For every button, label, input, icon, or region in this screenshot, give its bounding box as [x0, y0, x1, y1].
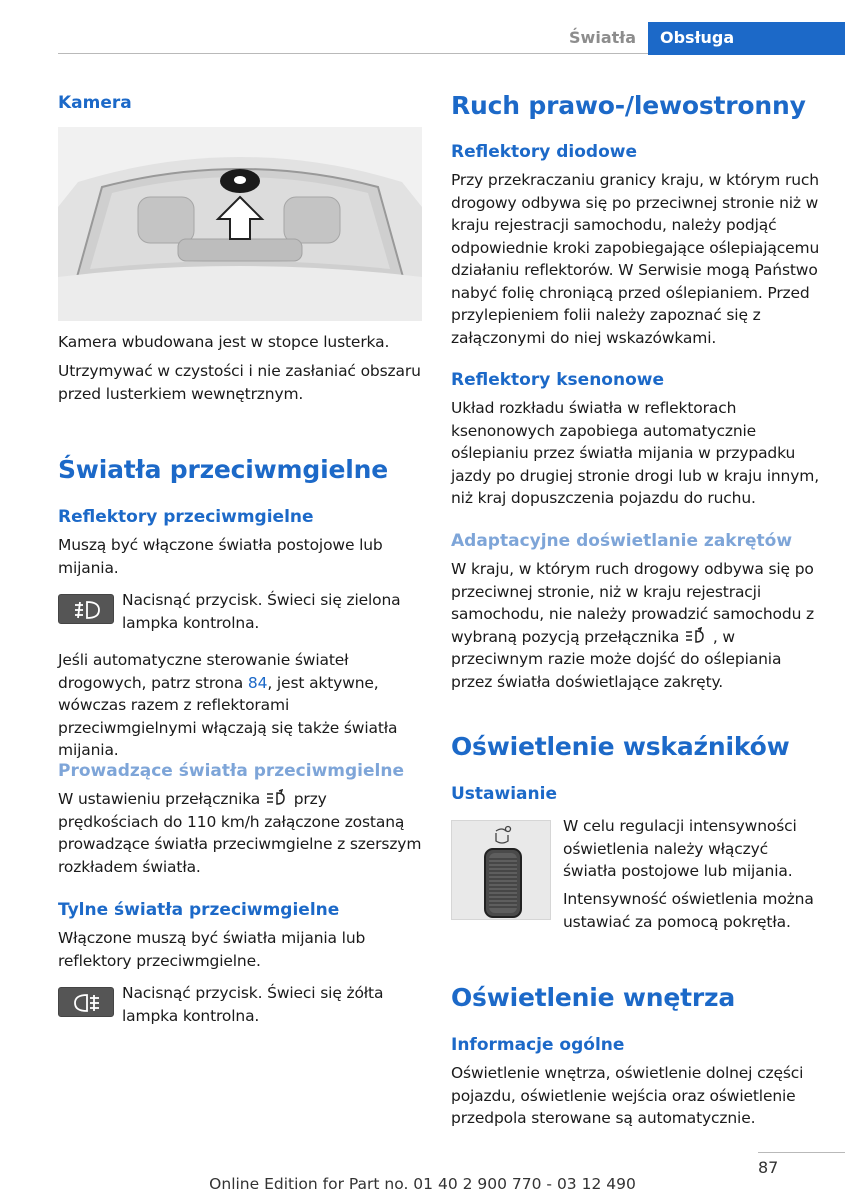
- headlight-switch-icon: [265, 789, 289, 807]
- leading-fog-paragraph: [58, 788, 422, 878]
- fog-lights-heading: Światła przeciwmgielne: [58, 455, 388, 484]
- leading-fog-text-a: W ustawieniu przełącznika: [58, 790, 265, 808]
- adaptive-cornering-paragraph: [451, 558, 821, 693]
- header-chapter-tab: Obsługa: [648, 22, 845, 55]
- interior-lighting-heading: Oświetlenie wnętrza: [451, 983, 736, 1012]
- led-headlights-paragraph: Przy przekraczaniu granicy kraju, w którym ruch drogowy odbywa się po przeciwnej stronie niż w kraju rejestracji samochodu, należy podjąć odpowiednie kroki zapobiegające oślepiającemu działaniu reflektorów. W Serwisie mogą Państwo nabyć folię chroniącą przed oślepianiem. Przed przylepieniem folii należy zapoznać się z załączonymi do niej wskazówkami.: [451, 171, 820, 347]
- led-headlights-subheading: Reflektory diodowe: [451, 142, 638, 162]
- front-fog-paragraph: Muszą być włączone światła postojowe lub mijania.: [58, 536, 383, 577]
- leading-fog-text-b: przy prędkościach do 110 km/h załączone zostaną prowadzące światła przeciwmgielne z szerszym rozkładem światła.: [58, 790, 422, 876]
- xenon-headlights-paragraph: Układ rozkładu światła w reflektorach ksenonowych zapobiega automatycznie oślepianiu przez światła mijania w przypadku jazdy po drugiej stronie drogi lub w kraju innym, niż kraj dopuszczenia pojazdu do ruchu.: [451, 399, 819, 507]
- rear-fog-subheading: Tylne światła przeciwmgielne: [58, 900, 340, 920]
- front-fog-p2-text-a: Jeśli automatyczne sterowanie świateł drogowych, patrz strona: [58, 651, 349, 692]
- page-number: 87: [758, 1158, 779, 1177]
- instrument-lighting-subheading: Ustawianie: [451, 784, 557, 804]
- dimmer-wheel-picture: [451, 820, 551, 920]
- xenon-headlights-subheading: Reflektory ksenonowe: [451, 370, 664, 390]
- front-fog-paragraph-2: [58, 649, 422, 762]
- camera-heading: Kamera: [58, 93, 132, 113]
- instrument-lighting-paragraph-1: W celu regulacji intensywności oświetlenia należy włączyć światła postojowe lub mijania.: [563, 817, 797, 880]
- camera-paragraph-1: Kamera wbudowana jest w stopce lusterka.: [58, 333, 390, 351]
- footer-edition-text: Online Edition for Part no. 01 40 2 900 770 - 03 12 490: [209, 1175, 636, 1193]
- dimmer-wheel-icon: [452, 821, 552, 921]
- page-link-84[interactable]: 84: [247, 673, 268, 692]
- camera-illustration: [58, 127, 422, 321]
- headlight-switch-icon: [684, 627, 708, 645]
- page-number-rule: [758, 1152, 845, 1153]
- front-fog-p2-text-b: , jest aktywne, wówczas razem z reflektorami przeciwmgielnymi włączają się także światła mijania.: [58, 673, 398, 759]
- traffic-side-heading: Ruch prawo-/lewostronny: [451, 91, 806, 120]
- rear-fog-light-icon: [59, 988, 115, 1018]
- front-fog-button: [58, 594, 114, 624]
- rear-fog-paragraph: Włączone muszą być światła mijania lub reflektory przeciwmgielne.: [58, 929, 366, 970]
- camera-paragraph-2: Utrzymywać w czystości i nie zasłaniać obszaru przed lusterkiem wewnętrznym.: [58, 362, 421, 403]
- interior-lighting-paragraph: Oświetlenie wnętrza, oświetlenie dolnej części pojazdu, oświetlenie wejścia oraz oświetlenie przedpola sterowane są automatycznie.: [451, 1064, 804, 1127]
- mirror-camera-photo: [58, 127, 422, 321]
- front-fog-subheading: Reflektory przeciwmgielne: [58, 507, 314, 527]
- rear-fog-button: [58, 987, 114, 1017]
- adaptive-text-b: , w przeciwnym razie może dojść do oślepiania przez światła doświetlające zakręty.: [451, 627, 782, 691]
- adaptive-cornering-subheading: Adaptacyjne doświetlanie zakrętów: [451, 531, 793, 551]
- front-fog-light-icon: [59, 595, 115, 625]
- leading-fog-subheading: Prowadzące światła przeciwmgielne: [58, 761, 404, 781]
- rear-fog-button-text: Nacisnąć przycisk. Świeci się żółta lampka kontrolna.: [122, 984, 384, 1025]
- instrument-lighting-paragraph-2: Intensywność oświetlenia można ustawiać za pomocą pokrętła.: [563, 890, 814, 931]
- adaptive-text-a: W kraju, w którym ruch drogowy odbywa się po przeciwnej stronie, niż w kraju rejestracji samochodu, nie należy prowadzić samochodu z wybraną pozycją przełącznika: [451, 560, 815, 646]
- header-section-title: Światła: [569, 28, 636, 47]
- interior-lighting-subheading: Informacje ogólne: [451, 1035, 625, 1055]
- front-fog-button-text: Nacisnąć przycisk. Świeci się zielona lampka kontrolna.: [122, 591, 401, 632]
- instrument-lighting-heading: Oświetlenie wskaźników: [451, 732, 790, 761]
